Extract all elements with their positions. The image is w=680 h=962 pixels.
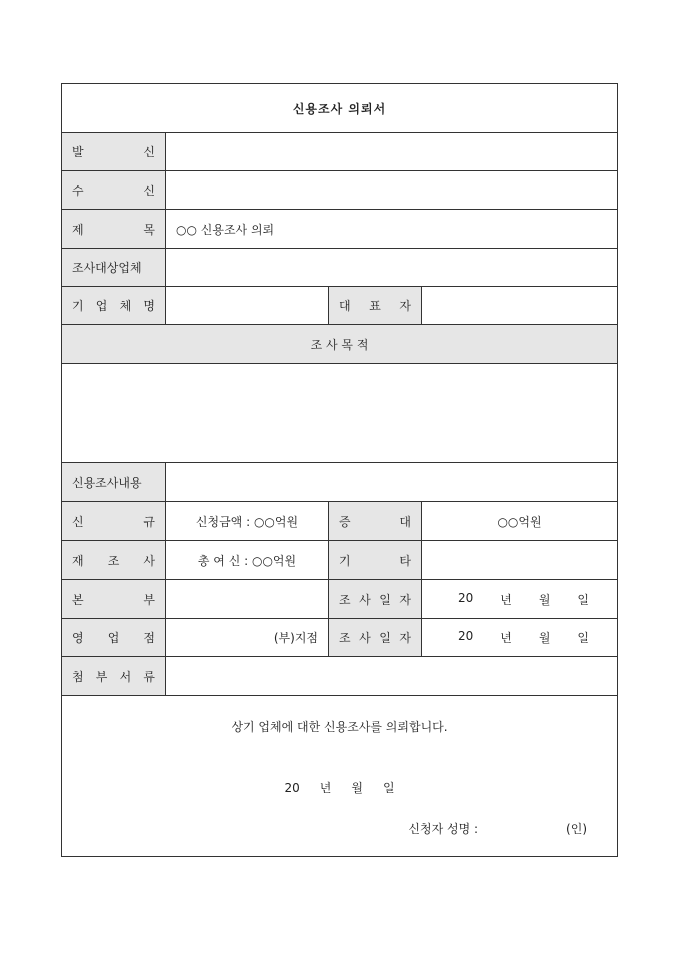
representative-field[interactable] — [422, 287, 618, 325]
applicant-signature[interactable] — [408, 820, 587, 837]
other-label: 기 타 — [329, 541, 422, 580]
branch-survey-date-label: 조 사 일 자 — [329, 619, 422, 657]
resurvey-label: 재 조 사 — [62, 541, 166, 580]
subject-field[interactable]: ○○ 신용조사 의뢰 — [166, 210, 618, 249]
request-footer — [62, 696, 618, 857]
branch-field[interactable]: (부)지점 — [166, 619, 329, 657]
request-statement: 상기 업체에 대한 신용조사를 의뢰합니다. — [231, 720, 448, 734]
total-credit-field[interactable]: 총 여 신 : ○○억원 — [166, 541, 329, 580]
attachments-label: 첨 부 서 류 — [62, 657, 166, 696]
hq-survey-date-field[interactable]: 20 년 월 일 — [422, 580, 618, 619]
seal-mark: (인) — [566, 822, 588, 836]
increase-amount-field[interactable]: ○○억원 — [422, 502, 618, 541]
new-label: 신 규 — [62, 502, 166, 541]
purpose-field[interactable] — [62, 364, 618, 463]
recipient-label: 수 신 — [62, 171, 166, 210]
credit-request-form — [61, 83, 618, 857]
branch-survey-date-field[interactable]: 20 년 월 일 — [422, 619, 618, 657]
form-title: 신용조사 의뢰서 — [62, 84, 618, 133]
target-company-label: 조사대상업체 — [62, 249, 166, 287]
company-name-label: 기 업 체 명 — [62, 287, 166, 325]
headquarters-label: 본 부 — [62, 580, 166, 619]
recipient-field[interactable] — [166, 171, 618, 210]
request-date[interactable]: 20 년 월 일 — [284, 781, 395, 795]
credit-content-label: 신용조사내용 — [62, 463, 166, 502]
survey-date-label: 조 사 일 자 — [329, 580, 422, 619]
applicant-name-label: 신청자 성명 : — [408, 822, 479, 836]
increase-label: 증 대 — [329, 502, 422, 541]
purpose-header: 조 사 목 적 — [62, 325, 618, 364]
sender-label: 발 신 — [62, 133, 166, 171]
target-company-field[interactable] — [166, 249, 618, 287]
other-field[interactable] — [422, 541, 618, 580]
attachments-field[interactable] — [166, 657, 618, 696]
branch-label: 영 업 점 — [62, 619, 166, 657]
sender-field[interactable] — [166, 133, 618, 171]
requested-amount-field[interactable]: 신청금액 : ○○억원 — [166, 502, 329, 541]
subject-label: 제 목 — [62, 210, 166, 249]
company-name-field[interactable] — [166, 287, 329, 325]
representative-label: 대 표 자 — [329, 287, 422, 325]
headquarters-field[interactable] — [166, 580, 329, 619]
credit-content-field[interactable] — [166, 463, 618, 502]
